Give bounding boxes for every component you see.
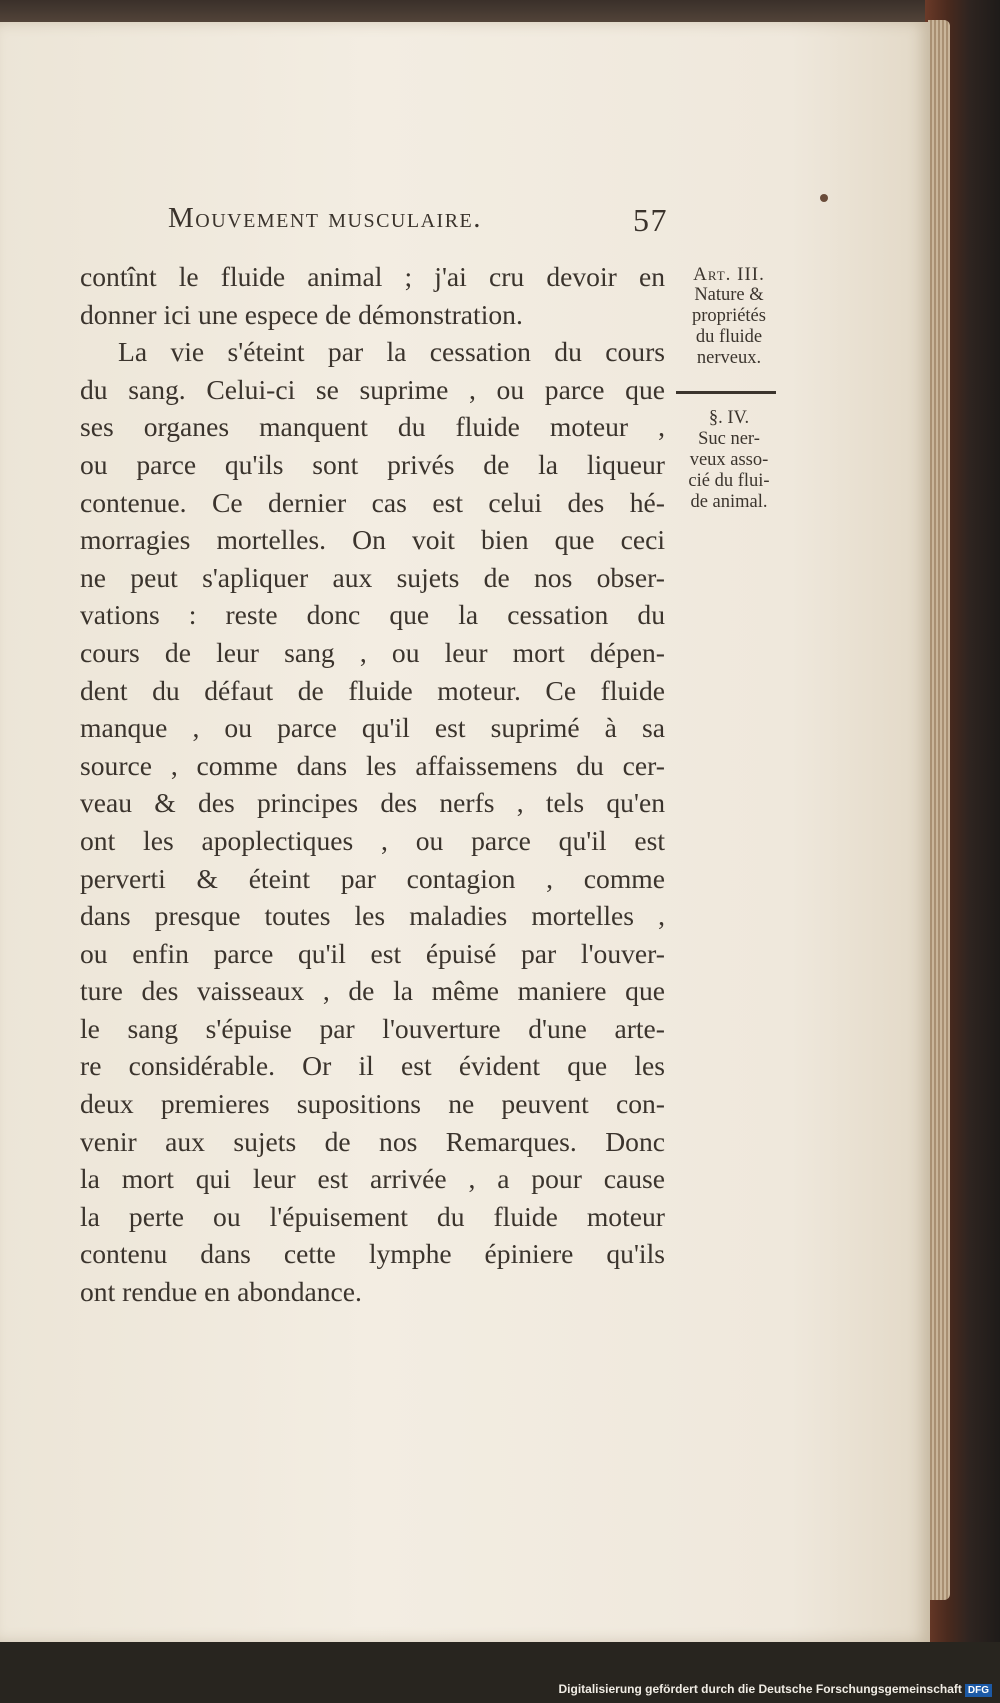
text-line: cours de leur sang , ou leur mort dépen- bbox=[80, 636, 665, 668]
text-line: deux premieres supositions ne peuvent con- bbox=[80, 1088, 665, 1120]
text-line: re considérable. Or il est évident que les bbox=[80, 1050, 665, 1082]
text-line: vations : reste donc que la cessation du bbox=[80, 599, 665, 631]
margin-line: nerveux. bbox=[696, 348, 762, 368]
digitization-credit bbox=[558, 1682, 992, 1697]
text-line: ou parce qu'ils sont privés de la liqueur bbox=[80, 448, 665, 480]
book-page bbox=[0, 22, 930, 1642]
margin-line: du fluide bbox=[695, 327, 763, 347]
text-line: contenu dans cette lymphe épiniere qu'ils bbox=[80, 1238, 665, 1270]
text-line: ne peut s'apliquer aux sujets de nos obser- bbox=[80, 561, 665, 593]
text-line: ou enfin parce qu'il est épuisé par l'ouver- bbox=[80, 937, 665, 969]
margin-line: Nature & bbox=[694, 285, 764, 305]
text-line: contenue. Ce dernier cas est celui des hé- bbox=[80, 486, 665, 518]
text-line: dans presque toutes les maladies mortelles , bbox=[80, 900, 665, 932]
text-line: la perte ou l'épuisement du fluide moteur bbox=[80, 1200, 665, 1232]
credit-text: Digitalisierung gefördert durch die Deutsche Forschungsgemeinschaft bbox=[558, 1682, 962, 1696]
text-line: source , comme dans les affaissemens du cer- bbox=[80, 749, 665, 781]
text-line: ont les apoplectiques , ou parce qu'il est bbox=[80, 824, 665, 856]
text-line: contînt le fluide animal ; j'ai cru devoir en bbox=[80, 261, 665, 292]
margin-line: de animal. bbox=[690, 492, 768, 512]
text-line: le sang s'épuise par l'ouverture d'une arte- bbox=[80, 1012, 665, 1044]
text-line: venir aux sujets de nos Remarques. Donc bbox=[80, 1125, 665, 1157]
text-line: donner ici une espece de démonstration. bbox=[80, 298, 523, 330]
text-line: la mort qui leur est arrivée , a pour cause bbox=[80, 1163, 665, 1195]
text-line: La vie s'éteint par la cessation du cours bbox=[118, 336, 665, 368]
margin-note-article bbox=[673, 264, 785, 369]
text-line: manque , ou parce qu'il est suprimé à sa bbox=[80, 712, 665, 744]
margin-divider bbox=[676, 391, 776, 394]
text-line: veau & des principes des nerfs , tels qu'en bbox=[80, 787, 665, 819]
paper-speck bbox=[820, 194, 828, 202]
text-line: du sang. Celui-ci se suprime , ou parce que bbox=[80, 373, 665, 405]
page-number: 57 bbox=[633, 202, 668, 238]
running-title: Mouvement musculaire. bbox=[168, 202, 483, 234]
body-text bbox=[80, 258, 665, 1311]
margin-line: propriétés bbox=[692, 306, 766, 326]
margin-line: Suc ner- bbox=[698, 429, 760, 449]
text-line: dent du défaut de fluide moteur. Ce fluide bbox=[80, 674, 665, 706]
text-line: perverti & éteint par contagion , comme bbox=[80, 862, 665, 894]
margin-line: veux asso- bbox=[689, 450, 769, 470]
margin-section-label: §. IV. bbox=[708, 408, 750, 428]
text-line: ture des vaisseaux , de la même maniere que bbox=[80, 975, 665, 1007]
text-line: ses organes manquent du fluide moteur , bbox=[80, 411, 665, 443]
margin-line: cié du flui- bbox=[688, 471, 770, 491]
margin-note-section bbox=[673, 408, 785, 513]
text-line: morragies mortelles. On voit bien que ceci bbox=[80, 524, 665, 556]
margin-article-label: Art. III. bbox=[693, 264, 765, 285]
page-stack-edge bbox=[928, 20, 950, 1600]
text-line: ont rendue en abondance. bbox=[80, 1276, 362, 1308]
page-header bbox=[168, 202, 668, 238]
dfg-logo: DFG bbox=[965, 1684, 992, 1697]
